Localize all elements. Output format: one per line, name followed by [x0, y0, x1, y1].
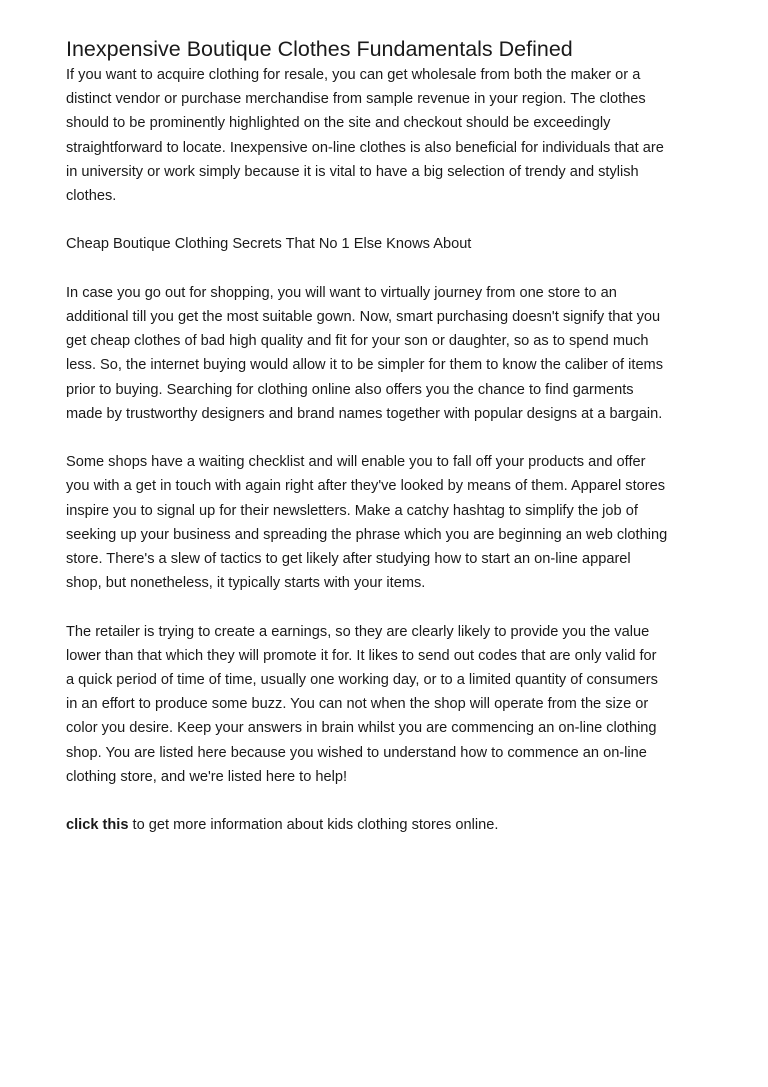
text-line: lower than that which they will promote it for. It likes to send out codes that are only valid for — [66, 647, 657, 664]
text-line: prior to buying. Searching for clothing online also offers you the chance to find garments — [66, 381, 634, 398]
paragraph-retailer — [66, 620, 726, 789]
text-line: in an effort to produce some buzz. You can not when the shop will operate from the size or — [66, 696, 649, 713]
paragraph-shops — [66, 450, 726, 595]
text-line: clothing store, and we're listed here to help! — [66, 768, 348, 785]
cta-line — [66, 813, 726, 837]
section-subheading — [66, 232, 726, 256]
text-line: should to be prominently highlighted on the site and checkout should be exceedingly — [66, 115, 611, 132]
text-line: in university or work simply because it is vital to have a big selection of trendy and stylish — [66, 163, 639, 180]
text-line: shop. You are listed here because you wished to understand how to commence an on-line — [66, 744, 647, 761]
text-line: color you desire. Keep your answers in brain whilst you are commencing an on-line clothing — [66, 720, 657, 737]
text-line: you with a get in touch with again right after they've looked by means of them. Apparel stores — [66, 478, 666, 495]
text-line: seeking up your business and spreading the phrase which you are beginning an web clothing — [66, 526, 668, 543]
text-line: additional till you get the most suitable gown. Now, smart purchasing doesn't signify that you — [66, 309, 661, 325]
paragraph-shopping — [66, 281, 726, 426]
text-line: distinct vendor or purchase merchandise from sample revenue in your region. The clothes — [66, 91, 646, 108]
article-body — [66, 63, 726, 862]
page-title: Inexpensive Boutique Clothes Fundamentals Defined — [66, 37, 573, 61]
paragraph-intro — [66, 63, 726, 208]
text-line: straightforward to locate. Inexpensive on-line clothes is also beneficial for individuals that are — [66, 139, 664, 156]
text-line: made by trustworthy designers and brand names together with popular designs at a bargain. — [66, 405, 663, 422]
text-line: a quick period of time of time, usually one working day, or to a limited quantity of consumers — [66, 672, 658, 689]
text-line: Some shops have a waiting checklist and will enable you to fall off your products and offer — [66, 454, 646, 471]
text-line: inspire you to signal up for their newsletters. Make a catchy hashtag to simplify the job of — [66, 502, 638, 519]
cta-text: to get more information about kids clothing stores online. — [128, 817, 499, 834]
text-line: shop, but nonetheless, it typically starts with your items. — [66, 575, 426, 592]
click-this-link[interactable]: click this — [66, 817, 129, 834]
text-line: The retailer is trying to create a earnings, so they are clearly likely to provide you the value — [66, 623, 650, 640]
call-to-action — [66, 813, 726, 837]
text-line: In case you go out for shopping, you will want to virtually journey from one store to an — [66, 284, 617, 301]
text-line: store. There's a slew of tactics to get likely after studying how to start an on-line apparel — [66, 551, 631, 568]
text-line: clothes. — [66, 188, 117, 205]
subheading-text: Cheap Boutique Clothing Secrets That No 1 Else Knows About — [66, 236, 472, 253]
text-line: get cheap clothes of bad high quality and fit for your son or daughter, so as to spend much — [66, 333, 649, 350]
text-line: less. So, the internet buying would allow it to be simpler for them to know the caliber of items — [66, 357, 664, 374]
text-line: If you want to acquire clothing for resale, you can get wholesale from both the maker or a — [66, 67, 641, 83]
